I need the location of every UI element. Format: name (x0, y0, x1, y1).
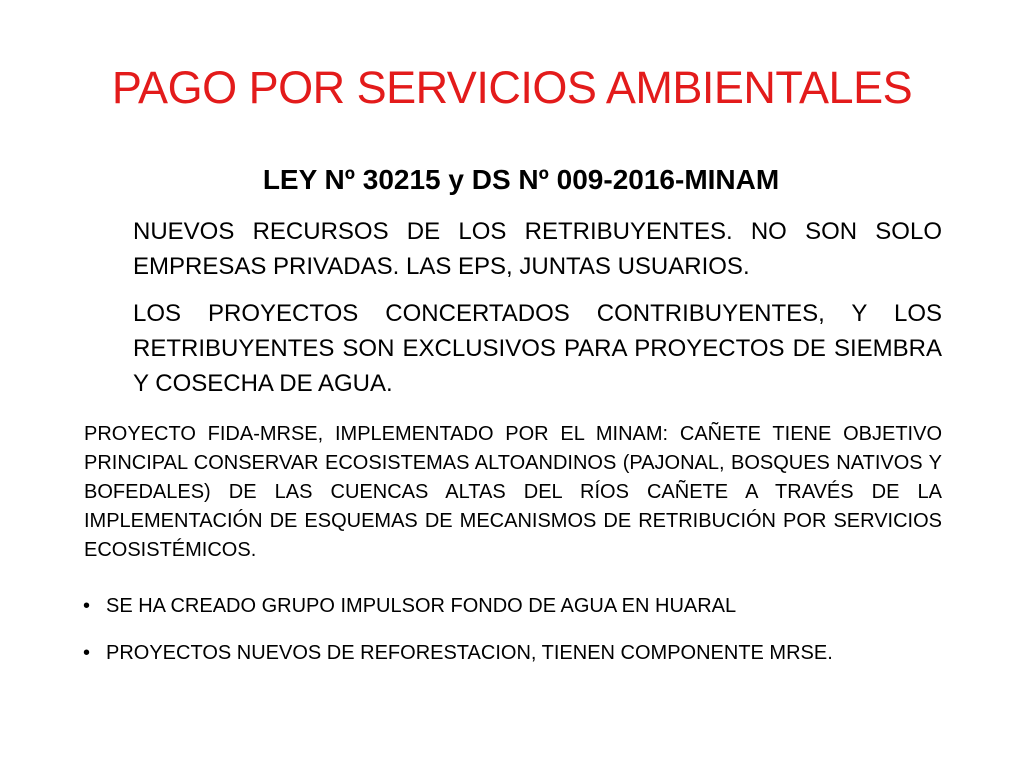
bullet-list (80, 639, 960, 668)
list-item-text: PROYECTOS NUEVOS DE REFORESTACION, TIENEN COMPONENTE MRSE. (106, 642, 833, 664)
bullet-icon: • (83, 595, 91, 617)
paragraph-fida-mrse-project: PROYECTO FIDA-MRSE, IMPLEMENTADO POR EL MINAM: CAÑETE TIENE OBJETIVO PRINCIPAL CONSERVAR ECOSISTEMAS ALTOANDINOS (PAJONAL, BOSQUES NATIVOS Y BOFEDALES) DE LAS CUENCAS ALTAS DEL RÍOS CAÑETE A TRAVÉS DE LA IMPLEMENTACIÓN DE ESQUEMAS DE MECANISMOS DE RETRIBUCIÓN POR SERVICIOS ECOSISTÉMICOS. (84, 423, 942, 561)
bullet-list (80, 592, 960, 621)
list-item-text: SE HA CREADO GRUPO IMPULSOR FONDO DE AGUA EN HUARAL (106, 595, 737, 617)
slide-title: PAGO POR SERVICIOS AMBIENTALES (111, 62, 913, 113)
list-item (80, 592, 960, 621)
paragraph-concerted-projects: LOS PROYECTOS CONCERTADOS CONTRIBUYENTES, Y LOS RETRIBUYENTES SON EXCLUSIVOS PARA PROYECTOS DE SIEMBRA Y COSECHA DE AGUA. (133, 300, 942, 397)
list-item (80, 639, 960, 668)
bullet-icon: • (83, 642, 91, 664)
paragraph-new-resources: NUEVOS RECURSOS DE LOS RETRIBUYENTES. NO SON SOLO EMPRESAS PRIVADAS. LAS EPS, JUNTAS USUARIOS. (133, 218, 942, 280)
slide-subtitle: LEY Nº 30215 y DS Nº 009-2016-MINAM (262, 164, 780, 195)
